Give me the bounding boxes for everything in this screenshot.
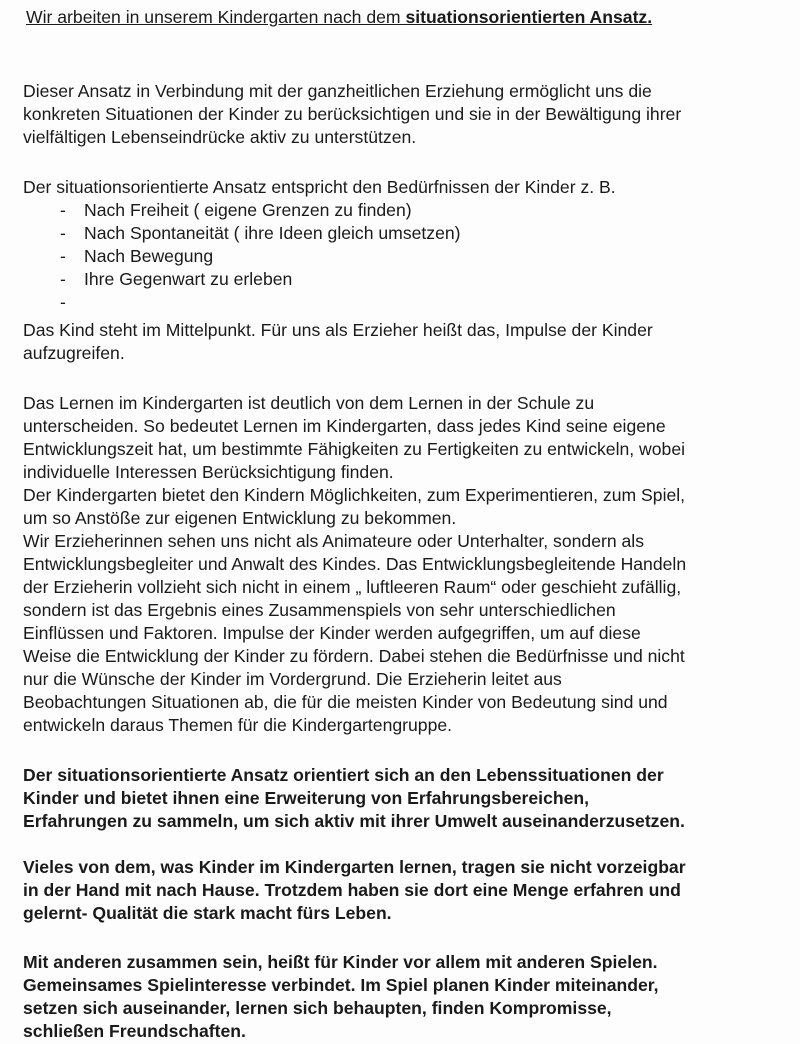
learning-line: Entwicklungszeit hat, um bestimmte Fähigkeiten zu Fertigkeiten zu entwickeln, wobei xyxy=(23,439,686,459)
bold-situation-line: Erfahrungen zu sammeln, um sich aktiv mit ihrer Umwelt auseinanderzusetzen. xyxy=(23,811,685,831)
list-item: Nach Spontaneität ( ihre Ideen gleich umsetzen) xyxy=(84,223,461,243)
bold-home-line: in der Hand mit nach Hause. Trotzdem haben sie dort eine Menge erfahren und xyxy=(23,880,681,900)
learning-line: Weise die Entwicklung der Kinder zu fördern. Dabei stehen die Bedürfnisse und nicht xyxy=(23,646,685,666)
bold-play-line: schließen Freundschaften. xyxy=(23,1021,246,1041)
learning-line: individuelle Interessen Berücksichtigung finden. xyxy=(23,462,394,482)
bullet-dash: - xyxy=(60,223,66,243)
title-prefix: Wir arbeiten in unserem Kindergarten nach dem xyxy=(26,7,406,27)
bold-situation-line: Kinder und bietet ihnen eine Erweiterung von Erfahrungsbereichen, xyxy=(23,788,590,808)
learning-line: entwickeln daraus Themen für die Kindergartengruppe. xyxy=(23,715,453,735)
learning-line: um so Anstöße zur eigenen Entwicklung zu bekommen. xyxy=(23,508,457,528)
learning-line: Der Kindergarten bietet den Kindern Möglichkeiten, zum Experimentieren, zum Spiel, xyxy=(23,485,686,505)
bullet-dash: - xyxy=(60,200,66,220)
center-line: aufzugreifen. xyxy=(23,343,125,363)
bold-home-line: Vieles von dem, was Kinder im Kindergarten lernen, tragen sie nicht vorzeigbar xyxy=(23,857,686,877)
intro-line: konkreten Situationen der Kinder zu berücksichtigen und sie in der Bewältigung ihrer xyxy=(23,104,682,124)
bold-situation-line: Der situationsorientierte Ansatz orientiert sich an den Lebenssituationen der xyxy=(23,765,664,785)
bullet-dash: - xyxy=(60,292,66,312)
learning-line: der Erzieherin vollzieht sich nicht in einem „ luftleeren Raum“ oder geschieht zufällig, xyxy=(23,577,682,597)
bold-play-line: Gemeinsames Spielinteresse verbindet. Im Spiel planen Kinder miteinander, xyxy=(23,975,659,995)
bold-play-line: Mit anderen zusammen sein, heißt für Kinder vor allem mit anderen Spielen. xyxy=(23,952,658,972)
intro-line: vielfältigen Lebenseindrücke aktiv zu unterstützen. xyxy=(23,127,417,147)
needs-lead: Der situationsorientierte Ansatz entspricht den Bedürfnissen der Kinder z. B. xyxy=(23,177,616,197)
bullet-dash: - xyxy=(60,269,66,289)
learning-line: Beobachtungen Situationen ab, die für die meisten Kinder von Bedeutung sind und xyxy=(23,692,668,712)
page-title xyxy=(26,6,652,29)
learning-line: nur die Wünsche der Kinder im Vordergrund. Die Erzieherin leitet aus xyxy=(23,669,562,689)
list-item: Nach Freiheit ( eigene Grenzen zu finden) xyxy=(84,200,412,220)
learning-line: Einflüssen und Faktoren. Impulse der Kinder werden aufgegriffen, um auf diese xyxy=(23,623,641,643)
learning-line: Das Lernen im Kindergarten ist deutlich von dem Lernen in der Schule zu xyxy=(23,393,595,413)
bold-play-line: setzen sich auseinander, lernen sich behaupten, finden Kompromisse, xyxy=(23,998,612,1018)
list-item: Nach Bewegung xyxy=(84,246,214,266)
learning-line: sondern ist das Ergebnis eines Zusammenspiels von sehr unterschiedlichen xyxy=(23,600,616,620)
bullet-dash: - xyxy=(60,246,66,266)
bold-home-line: gelernt- Qualität die stark macht fürs Leben. xyxy=(23,903,392,923)
list-item: Ihre Gegenwart zu erleben xyxy=(84,269,293,289)
learning-line: Entwicklungsbegleiter und Anwalt des Kindes. Das Entwicklungsbegleitende Handeln xyxy=(23,554,687,574)
learning-line: Wir Erzieherinnen sehen uns nicht als Animateure oder Unterhalter, sondern als xyxy=(23,531,645,551)
learning-line: unterscheiden. So bedeutet Lernen im Kindergarten, dass jedes Kind seine eigene xyxy=(23,416,666,436)
intro-line: Dieser Ansatz in Verbindung mit der ganzheitlichen Erziehung ermöglicht uns die xyxy=(23,81,652,101)
center-line: Das Kind steht im Mittelpunkt. Für uns als Erzieher heißt das, Impulse der Kinder xyxy=(23,320,653,340)
title-emphasis: situationsorientierten Ansatz. xyxy=(405,7,653,27)
